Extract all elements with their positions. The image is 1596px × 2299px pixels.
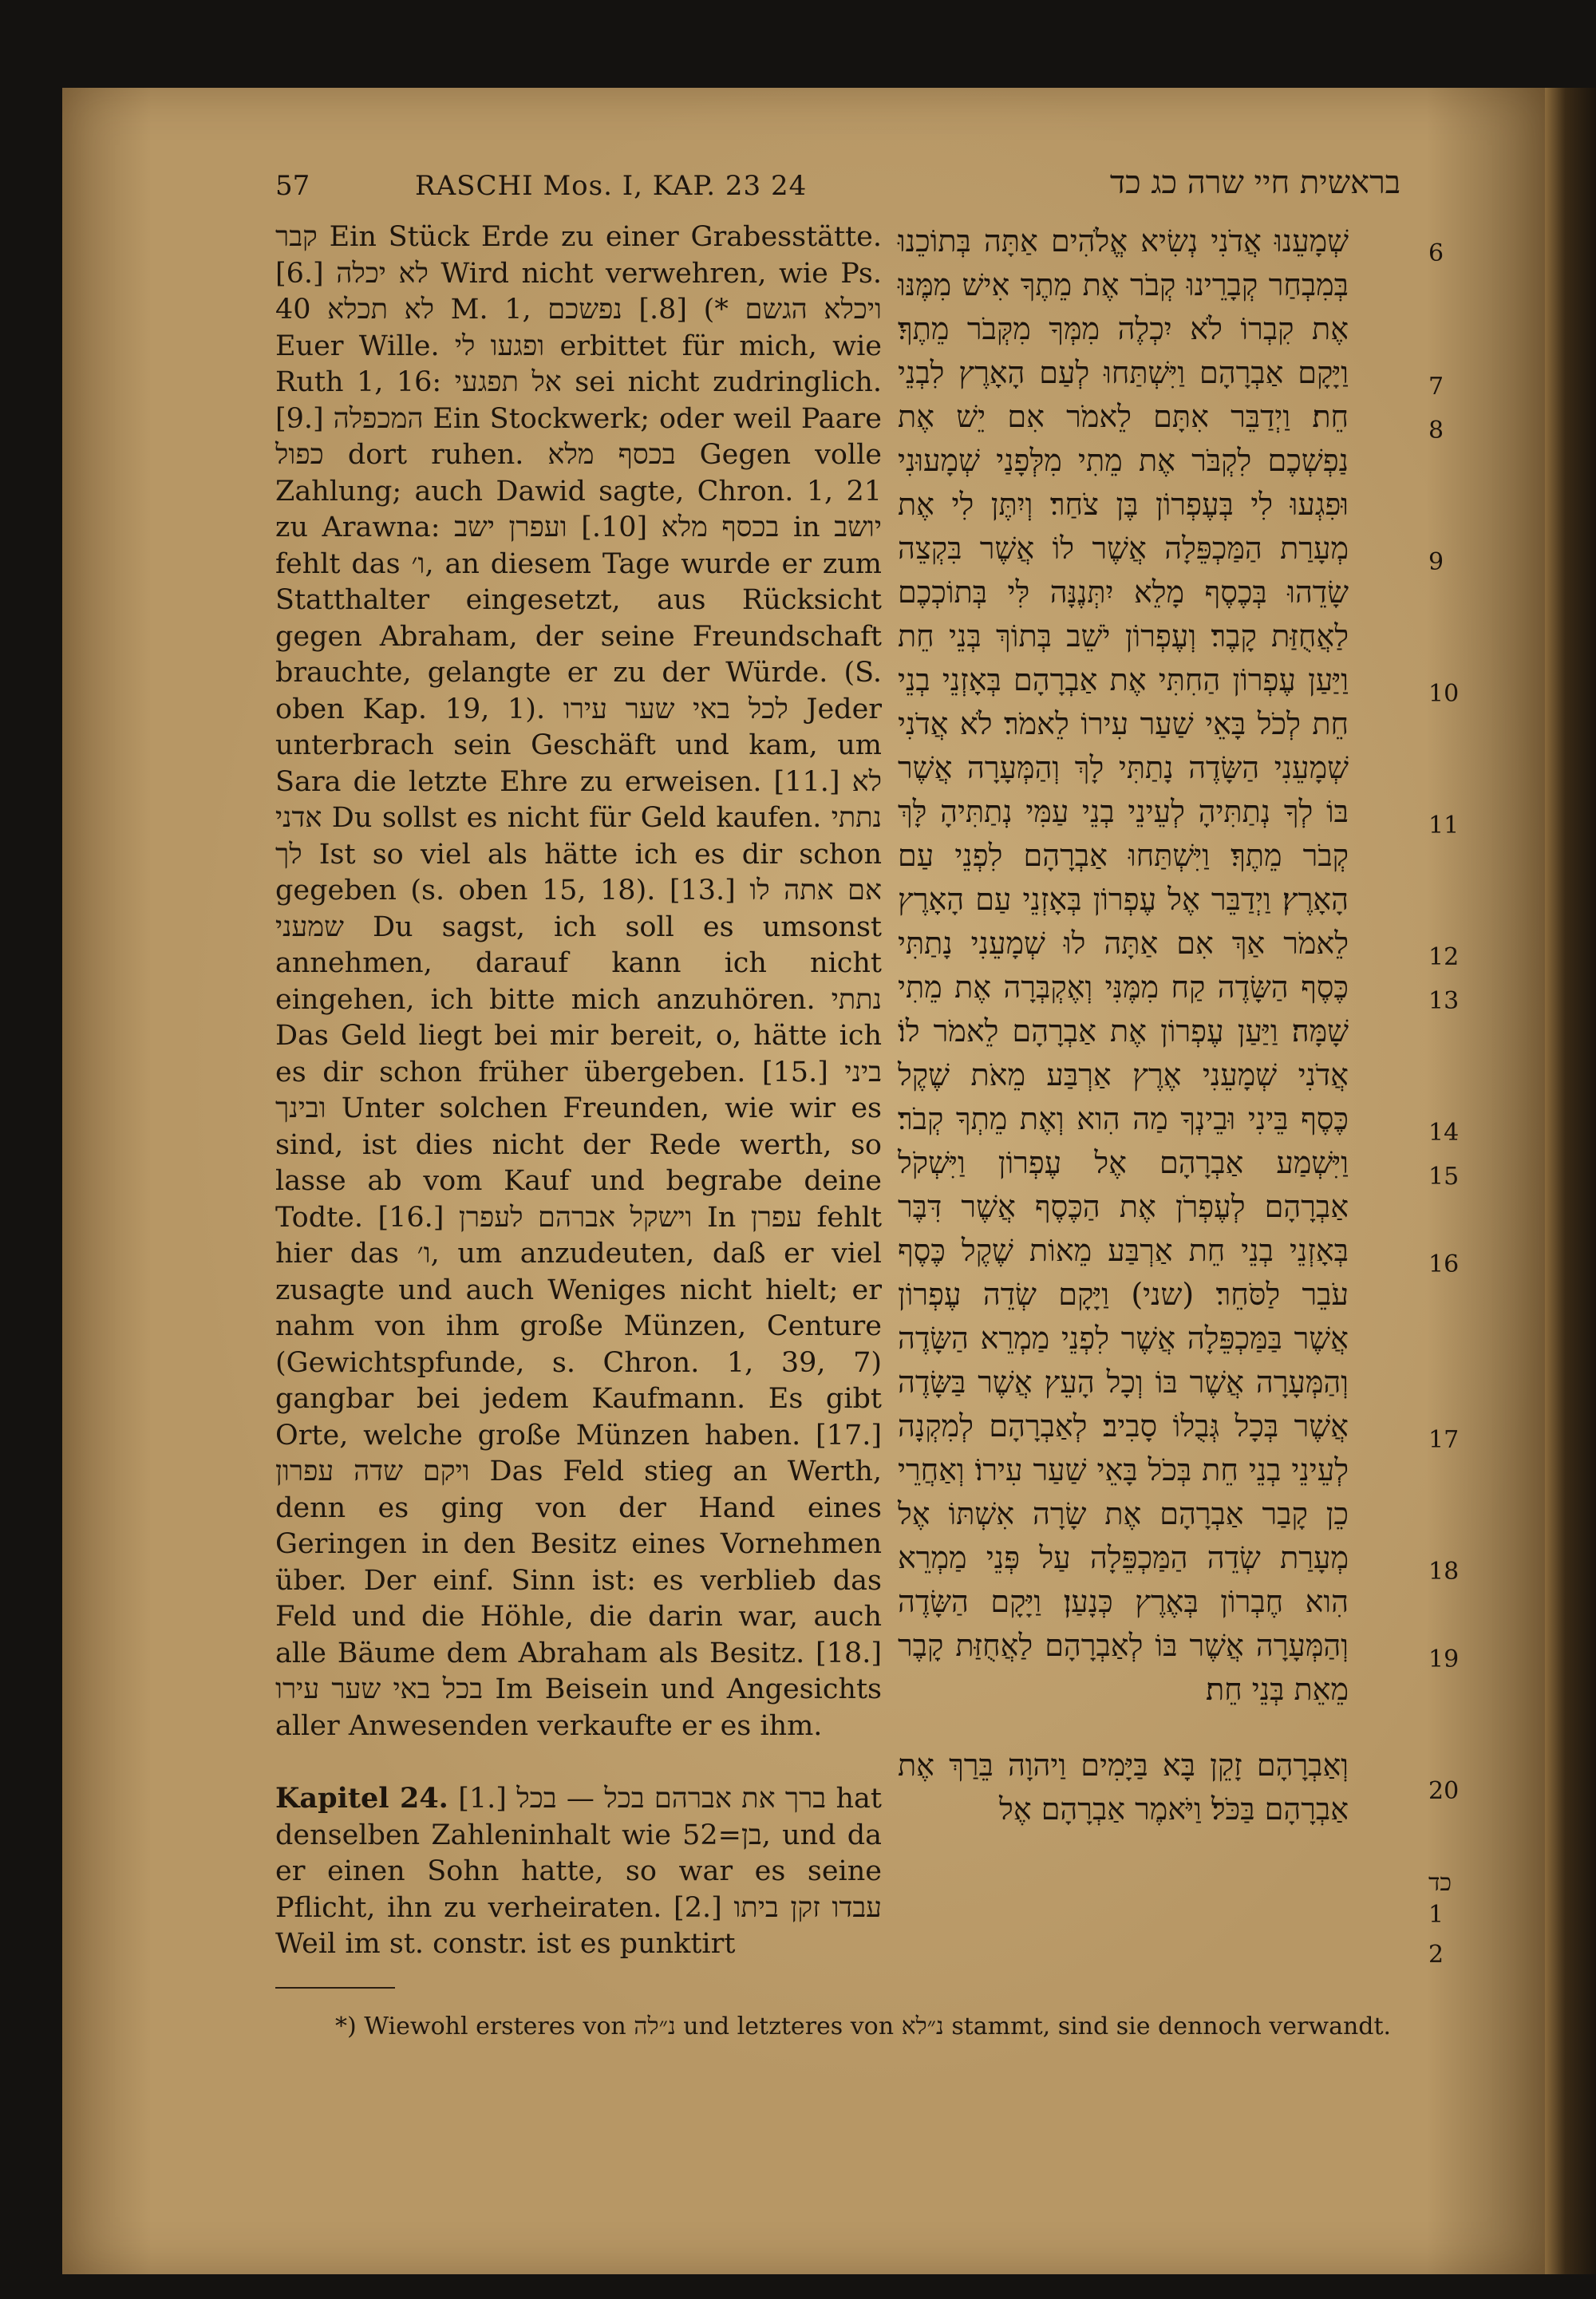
verse-number: 9 — [1428, 548, 1444, 576]
verse-number: 7 — [1428, 373, 1444, 401]
hebrew-text-column — [898, 219, 1349, 1831]
verse-number: 1 — [1428, 1901, 1444, 1929]
verse-number: 18 — [1428, 1558, 1460, 1586]
verse-number: 19 — [1428, 1645, 1460, 1673]
running-title-left: RASCHI Mos. I, KAP. 23 24 — [415, 170, 808, 202]
chapter-heading: Kapitel 24. — [275, 1782, 448, 1815]
running-header — [275, 164, 1400, 211]
commentary-text: [1.] ברך את אברהם בכל — בכל hat denselben Zahleninhalt wie בן=52, und da er einen Sohn hatte, so war es seine Pflicht, ihn zu verheiraten. [2.] עבדו זקן ביתו Weil im st. constr. ist es punktirt — [275, 1783, 882, 1960]
page-edge — [1545, 88, 1596, 2274]
footnote-rule — [275, 1987, 395, 1989]
running-title-right: בראשית חיי שרה כג כד — [1109, 164, 1400, 201]
verse-number-column — [1428, 0, 1476, 2299]
commentary-paragraph — [275, 1780, 882, 1963]
verse-number: 8 — [1428, 417, 1444, 444]
commentary-column — [275, 219, 882, 1963]
verse-number: 2 — [1428, 1941, 1444, 1969]
verse-number: 12 — [1428, 943, 1460, 971]
verse-number: 6 — [1428, 239, 1444, 267]
chapter-marker: כד — [1428, 1869, 1452, 1897]
verse-number: 17 — [1428, 1426, 1460, 1454]
verse-number: 14 — [1428, 1119, 1460, 1147]
page-number: 57 — [275, 170, 310, 202]
verse-number: 11 — [1428, 812, 1460, 839]
verse-number: 16 — [1428, 1250, 1460, 1278]
verse-number: 20 — [1428, 1777, 1460, 1805]
footnote: *) Wiewohl ersteres von נ״לה und letzteres von נ״לא stammt, sind sie dennoch verwandt. — [335, 2013, 1392, 2040]
hebrew-block: וְאַבְרָהָם זָקֵן בָּא בַּיָּמִים וַיהוָה בֵּרַךְ אֶת אַבְרָהָם בַּכֹּל׃ וַיֹּאמֶר אַבְרָהָם אֶל — [898, 1748, 1349, 1827]
hebrew-block: שְׁמָעֵנוּ אֲדֹנִי נְשִׂיא אֱלֹהִים אַתָּה בְּתוֹכֵנוּ בְּמִבְחַר קְבָרֵינוּ קְבֹר אֶת מֵתֶךָ אִישׁ מִמֶּנּוּ אֶת קִבְרוֹ לֹא יִכְלֶה מִמְּךָ מִקְּבֹר מֵתֶךָ׃ וַיָּקָם אַבְרָהָם וַיִּשְׁתַּחוּ לְעַם הָאָרֶץ לִבְנֵי חֵת׃ וַיְדַבֵּר אִתָּם לֵאמֹר אִם יֵשׁ אֶת נַפְשְׁכֶם לִקְבֹּר אֶת מֵתִי מִלְּפָנַי שְׁמָעוּנִי וּפִגְעוּ לִי בְּעֶפְרוֹן בֶּן צֹחַר׃ וְיִתֶּן לִי אֶת מְעָרַת הַמַּכְפֵּלָה אֲשֶׁר לוֹ אֲשֶׁר בִּקְצֵה שָׂדֵהוּ בְּכֶסֶף מָלֵא יִתְּנֶנָּה לִּי בְּתוֹכְכֶם לַאֲחֻזַּת קָבֶר׃ וְעֶפְרוֹן יֹשֵׁב בְּתוֹךְ בְּנֵי חֵת וַיַּעַן עֶפְרוֹן הַחִתִּי אֶת אַבְרָהָם בְּאָזְנֵי בְנֵי חֵת לְכֹל בָּאֵי שַׁעַר עִירוֹ לֵאמֹר׃ לֹא אֲדֹנִי שְׁמָעֵנִי הַשָּׂדֶה נָתַתִּי לָךְ וְהַמְּעָרָה אֲשֶׁר בּוֹ לְךָ נְתַתִּיהָ לְעֵינֵי בְנֵי עַמִּי נְתַתִּיהָ לָּךְ קְבֹר מֵתֶךָ׃ וַיִּשְׁתַּחוּ אַבְרָהָם לִפְנֵי עַם הָאָרֶץ׃ וַיְדַבֵּר אֶל עֶפְרוֹן בְּאָזְנֵי עַם הָאָרֶץ לֵאמֹר אַךְ אִם אַתָּה לוּ שְׁמָעֵנִי נָתַתִּי כֶּסֶף הַשָּׂדֶה קַח מִמֶּנִּי וְאֶקְבְּרָה אֶת מֵתִי שָׁמָּה׃ וַיַּעַן עֶפְרוֹן אֶת אַבְרָהָם לֵאמֹר לוֹ׃ אֲדֹנִי שְׁמָעֵנִי אֶרֶץ אַרְבַּע מֵאֹת שֶׁקֶל כֶּסֶף בֵּינִי וּבֵינְךָ מַה הִוא וְאֶת מֵתְךָ קְבֹר׃ וַיִּשְׁמַע אַבְרָהָם אֶל עֶפְרוֹן וַיִּשְׁקֹל אַבְרָהָם לְעֶפְרֹן אֶת הַכֶּסֶף אֲשֶׁר דִּבֶּר בְּאָזְנֵי בְנֵי חֵת אַרְבַּע מֵאוֹת שֶׁקֶל כֶּסֶף עֹבֵר לַסֹּחֵר׃ (שני) וַיָּקָם שְׂדֵה עֶפְרוֹן אֲשֶׁר בַּמַּכְפֵּלָה אֲשֶׁר לִפְנֵי מַמְרֵא הַשָּׂדֶה וְהַמְּעָרָה אֲשֶׁר בּוֹ וְכָל הָעֵץ אֲשֶׁר בַּשָּׂדֶה אֲשֶׁר בְּכָל גְּבֻלוֹ סָבִיב׃ לְאַבְרָהָם לְמִקְנָה לְעֵינֵי בְנֵי חֵת בְּכֹל בָּאֵי שַׁעַר עִירוֹ׃ וְאַחֲרֵי כֵן קָבַר אַבְרָהָם אֶת שָׂרָה אִשְׁתּוֹ אֶל מְעָרַת שְׂדֵה הַמַּכְפֵּלָה עַל פְּנֵי מַמְרֵא הִוא חֶבְרוֹן בְּאֶרֶץ כְּנָעַן׃ וַיָּקָם הַשָּׂדֶה וְהַמְּעָרָה אֲשֶׁר בּוֹ לְאַבְרָהָם לַאֲחֻזַּת קָבֶר מֵאֵת בְּנֵי חֵת׃ — [898, 223, 1349, 1707]
commentary-paragraph: קבר Ein Stück Erde zu einer Grabesstätte. [6.] לא יכלה Wird nicht verwehren, wie Ps. 40 לא תכלא M. 1, ויכלא הגשם *) [8.] נפשכם Euer Wille. ופגעו לי erbittet für mich, wie Ruth 1, 16: אל תפגעי sei nicht zudringlich. [9.] המכפלה Ein Stockwerk; oder weil Paare כפול dort ruhen. בכסף מלא Gegen volle Zahlung; auch Dawid sagte, Chron. 1, 21 zu Arawna: בכסף מלא [10.] ועפרן ישב in יושב fehlt das ו׳, an diesem Tage wurde er zum Statthalter eingesetzt, aus Rücksicht gegen Abraham, der seine Freundschaft brauchte, gelangte er zu der Würde. (S. oben Kap. 19, 1). לכל באי שער עירו Jeder unterbrach sein Geschäft und kam, um Sara die letzte Ehre zu erweisen. [11.] לא אדני Du sollst es nicht für Geld kaufen. נתתי לך Ist so viel als hätte ich es dir schon gegeben (s. oben 15, 18). [13.] אם אתה לו שמעני Du sagst, ich soll es umsonst annehmen, darauf kann ich nicht eingehen, ich bitte mich anzuhören. נתתי Das Geld liegt bei mir bereit, o, hätte ich es dir schon früher übergeben. [15.] ביני ובינך Unter solchen Freunden, wie wir es sind, ist dies nicht der Rede werth, so lasse ab vom Kauf und begrabe deine Todte. [16.] וישקל אברהם לעפרן In עפרן fehlt hier das ו׳, um anzudeuten, daß er viel zusagte und auch Weniges nicht hielt; er nahm von ihm große Münzen, Centure (Gewichtspfunde, s. Chron. 1, 39, 7) gangbar bei jedem Kaufmann. Es gibt Orte, welche große Münzen haben. [17.] ויקם שדה עפרון Das Feld stieg an Werth, denn es ging von der Hand eines Geringen in den Besitz eines Vornehmen über. Der einf. Sinn ist: es verblieb das Feld und die Höhle, die darin war, auch alle Bäume dem Abraham als Besitz. [18.] בכל באי שער עירו Im Beisein und Angesichts aller Anwesenden verkaufte er es ihm. — [275, 221, 883, 1742]
verse-number: 15 — [1428, 1163, 1460, 1191]
verse-number: 13 — [1428, 987, 1460, 1015]
verse-number: 10 — [1428, 680, 1460, 708]
